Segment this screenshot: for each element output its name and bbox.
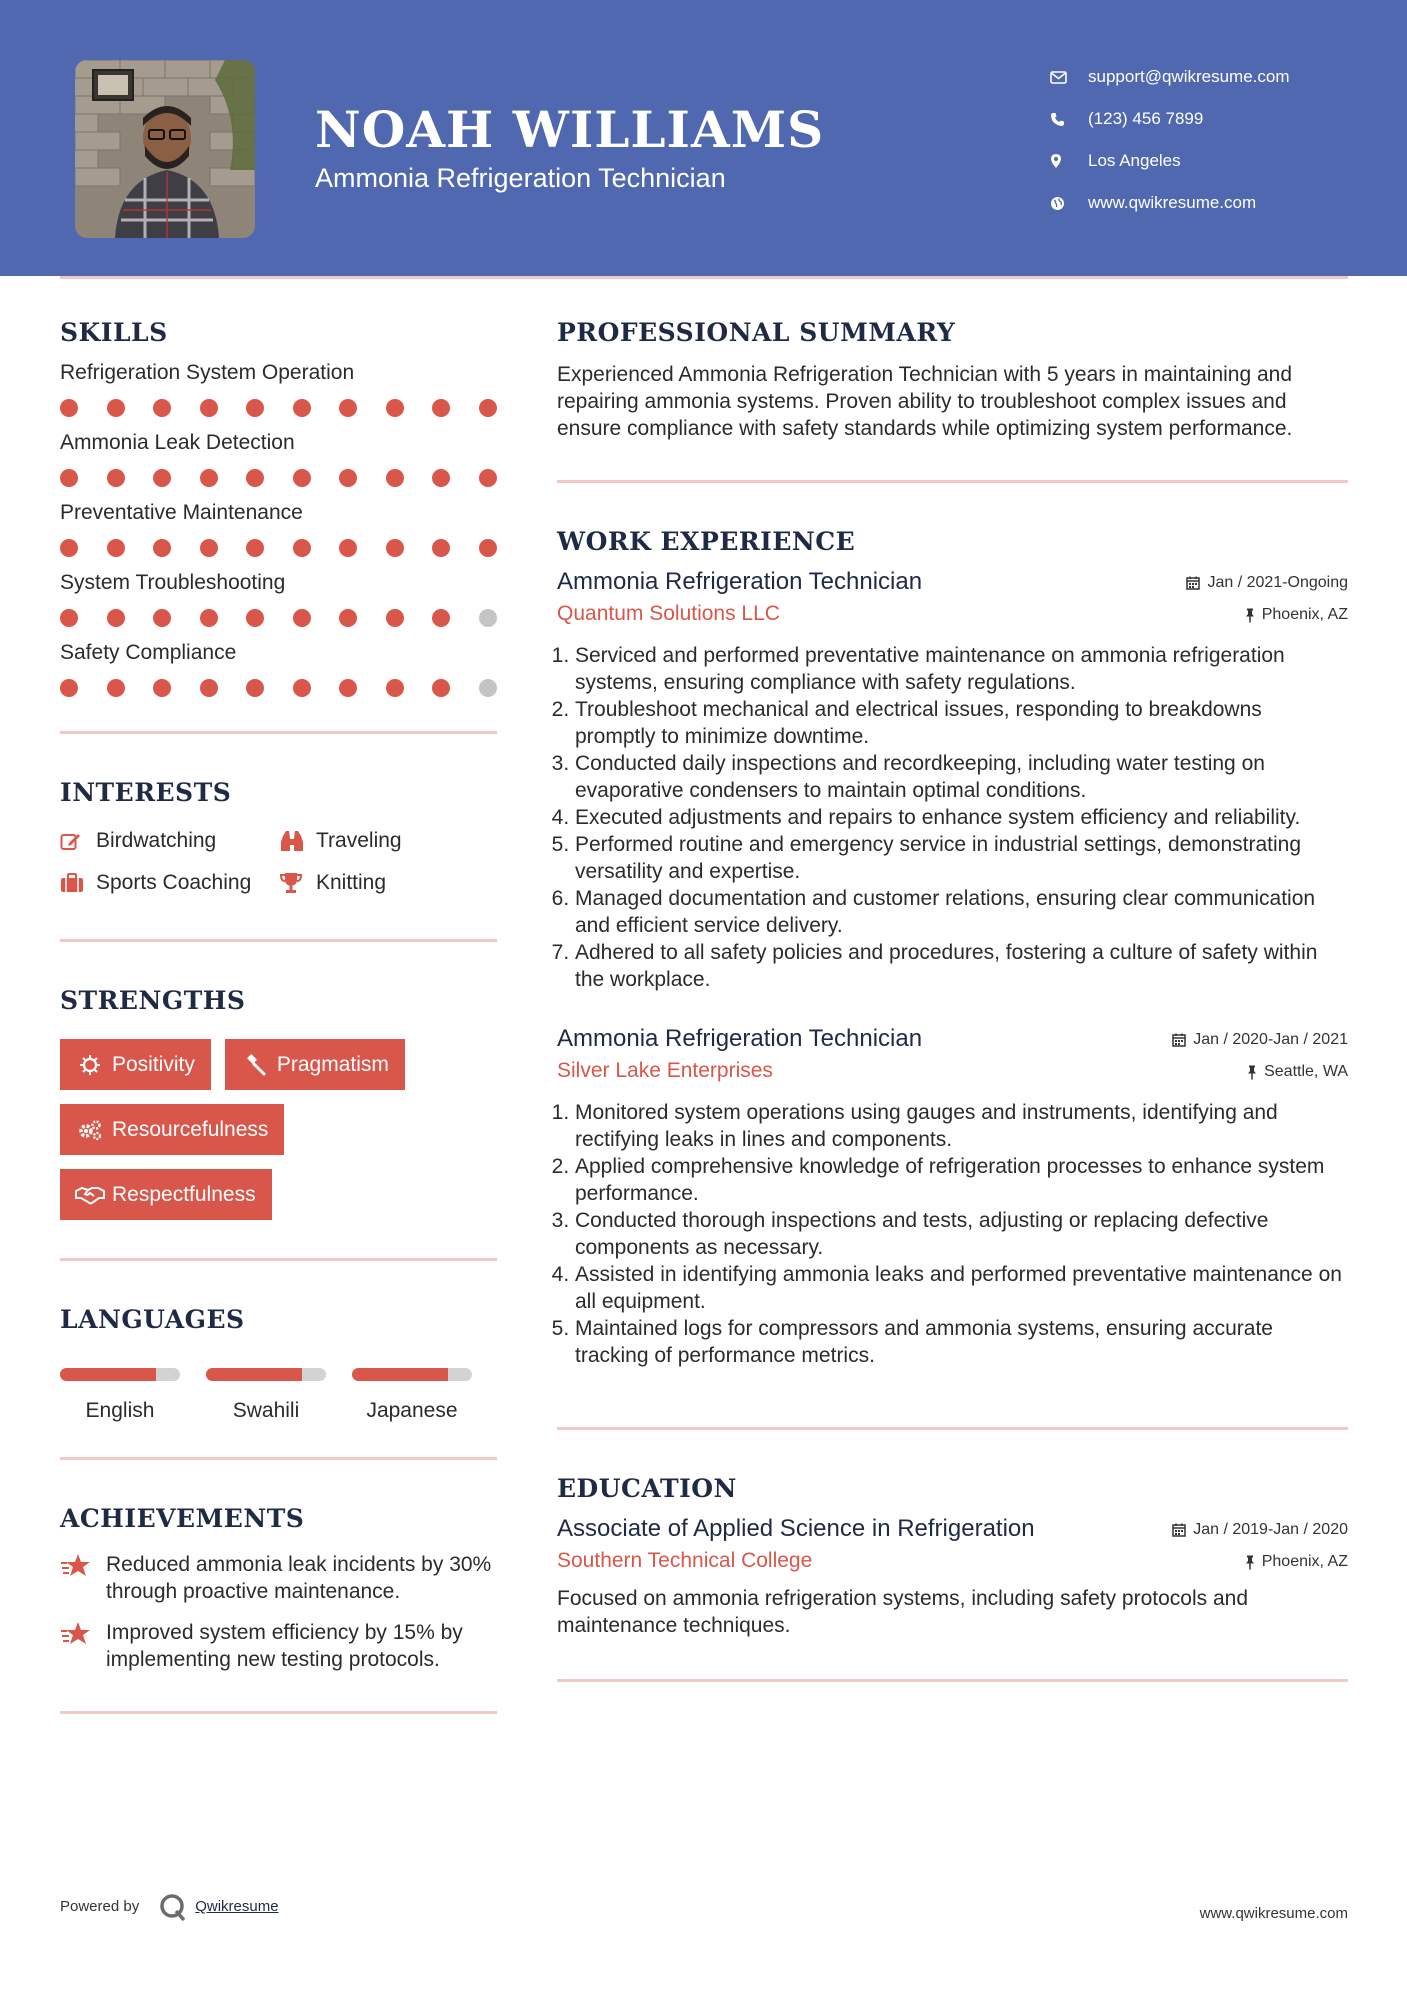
skill-dot-filled: [479, 469, 497, 487]
job-dates: [1186, 574, 1348, 592]
job-header: [557, 1025, 1348, 1053]
skill-dot-filled: [339, 539, 357, 557]
strengths-title: STRENGTHS: [60, 986, 246, 1015]
language-item: [352, 1368, 472, 1423]
pushpin-icon: [1247, 1065, 1257, 1080]
skill-name: Preventative Maintenance: [60, 501, 303, 524]
binoculars-icon: [280, 830, 316, 852]
job-title: Ammonia Refrigeration Technician: [557, 568, 923, 595]
strength-label: Pragmatism: [276, 1052, 389, 1076]
strength-tag: [60, 1169, 272, 1220]
skill-dot-filled: [200, 609, 218, 627]
language-name: English: [85, 1399, 155, 1422]
skill-dot-filled: [60, 539, 78, 557]
skills-list: [60, 361, 497, 697]
trophy-icon: [280, 872, 316, 894]
job-location: [1245, 606, 1348, 624]
contact-website[interactable]: [1050, 182, 1380, 224]
skill-name: Safety Compliance: [60, 641, 237, 664]
education-dates-text: Jan / 2019-Jan / 2020: [1193, 1521, 1348, 1538]
skill-dot-filled: [293, 469, 311, 487]
responsibility-item: 4. Executed adjustments and repairs to enhance system efficiency and reliability.: [575, 804, 1348, 831]
envelope-icon: [1050, 71, 1088, 84]
skill-dot-filled: [339, 469, 357, 487]
language-item: [60, 1368, 180, 1423]
summary-section: [557, 318, 1348, 442]
section-divider: [60, 731, 497, 734]
summary-title: PROFESSIONAL SUMMARY: [557, 318, 956, 347]
interests-title: INTERESTS: [60, 778, 232, 807]
star-award-icon: [60, 1619, 106, 1673]
job-location: [1247, 1063, 1348, 1081]
interest-label: Birdwatching: [96, 829, 217, 852]
job-location-text: Seattle, WA: [1264, 1063, 1348, 1080]
education-title: EDUCATION: [557, 1474, 737, 1503]
resume-header: [0, 0, 1407, 276]
avatar-image: [75, 60, 255, 238]
summary-text: Experienced Ammonia Refrigeration Technician with 5 years in maintaining and repairing ammonia systems. Proven ability to troubleshoot complex issues and ensure compliance with safety standards while optimizing system performance.: [557, 363, 1293, 440]
responsibility-item: 6. Managed documentation and customer relations, ensuring clear communication and efficient service delivery.: [575, 885, 1348, 939]
skill-dot-filled: [60, 679, 78, 697]
languages-title: LANGUAGES: [60, 1305, 245, 1334]
language-level-fill: [60, 1368, 156, 1381]
skill-dot-filled: [479, 539, 497, 557]
languages-section: [60, 1305, 497, 1423]
skill-dot-filled: [293, 399, 311, 417]
skill-dot-filled: [432, 539, 450, 557]
briefcase-icon: [60, 873, 96, 893]
skill-dot-filled: [60, 469, 78, 487]
experience-section: [557, 527, 1348, 1369]
interest-label: Traveling: [316, 829, 402, 852]
skill-dot-filled: [107, 609, 125, 627]
qwikresume-logo-icon: [158, 1892, 188, 1926]
footer-website[interactable]: www.qwikresume.com: [1199, 1905, 1348, 1922]
globe-icon: [1050, 196, 1088, 211]
skills-section: [60, 318, 497, 697]
education-location-text: Phoenix, AZ: [1261, 1553, 1348, 1570]
contact-email[interactable]: [1050, 56, 1380, 98]
section-divider: [60, 1711, 497, 1714]
skill-name: Refrigeration System Operation: [60, 361, 355, 384]
skill-dot-filled: [293, 539, 311, 557]
interest-label: Sports Coaching: [96, 871, 252, 894]
contact-location: [1050, 140, 1380, 182]
strength-tag: [60, 1104, 284, 1155]
job-dates-text: Jan / 2021-Ongoing: [1207, 574, 1348, 591]
skill-name: System Troubleshooting: [60, 571, 286, 594]
strength-label: Respectfulness: [112, 1182, 256, 1206]
cogs-icon: [72, 1119, 108, 1141]
job-dates-text: Jan / 2020-Jan / 2021: [1193, 1031, 1348, 1048]
skill-dot-filled: [432, 679, 450, 697]
skill-dot-filled: [246, 679, 264, 697]
strengths-list: [60, 1039, 497, 1220]
skill-dot-filled: [432, 609, 450, 627]
skill-dot-filled: [60, 609, 78, 627]
calendar-icon: [1172, 1523, 1186, 1537]
responsibility-item: 2. Applied comprehensive knowledge of refrigeration processes to enhance system performance.: [575, 1153, 1348, 1207]
skill-dot-filled: [107, 679, 125, 697]
skill-dot-filled: [107, 399, 125, 417]
skill-dot-filled: [153, 539, 171, 557]
interest-item: [60, 829, 280, 853]
skill-dot-filled: [60, 399, 78, 417]
interest-item: [280, 829, 497, 853]
achievements-section: [60, 1504, 497, 1673]
language-level-bar: [60, 1368, 180, 1381]
interests-list: [60, 829, 497, 895]
map-pin-icon: [1050, 153, 1088, 169]
responsibility-item: 2. Troubleshoot mechanical and electrical issues, responding to breakdowns promptly to minimize downtime.: [575, 696, 1348, 750]
strength-tag: [60, 1039, 211, 1090]
skills-title: SKILLS: [60, 318, 168, 347]
interests-section: [60, 778, 497, 895]
star-award-icon: [60, 1551, 106, 1605]
job-dates: [1172, 1031, 1348, 1049]
skill-rating: [60, 539, 497, 557]
skill-dot-filled: [200, 399, 218, 417]
skill-dot-filled: [293, 609, 311, 627]
skill-dot-filled: [386, 609, 404, 627]
section-divider: [557, 1679, 1348, 1682]
language-item: [206, 1368, 326, 1423]
skill-dot-filled: [153, 469, 171, 487]
skill-dot-filled: [246, 469, 264, 487]
skill-dot-filled: [386, 399, 404, 417]
contact-list: [1050, 56, 1380, 224]
qwikresume-brand-link[interactable]: Qwikresume: [195, 1898, 279, 1915]
job-entry: [557, 568, 1348, 993]
section-divider: [60, 1457, 497, 1460]
skill-dot-empty: [479, 609, 497, 627]
language-level-bar: [206, 1368, 326, 1381]
degree-title: Associate of Applied Science in Refrigeration: [557, 1515, 1035, 1542]
responsibility-item: 7. Adhered to all safety policies and procedures, fostering a culture of safety within the workplace.: [575, 939, 1348, 993]
section-divider: [557, 480, 1348, 483]
skill-rating: [60, 679, 497, 697]
school-name: Southern Technical College: [557, 1549, 813, 1572]
calendar-icon: [1172, 1033, 1186, 1047]
skill-dot-filled: [339, 679, 357, 697]
skill-dot-filled: [200, 469, 218, 487]
job-subheader: [557, 602, 1348, 626]
calendar-icon: [1186, 576, 1200, 590]
responsibility-item: 3. Conducted daily inspections and recordkeeping, including water testing on evaporative condensers to maintain optimal conditions.: [575, 750, 1348, 804]
achievements-title: ACHIEVEMENTS: [60, 1504, 305, 1533]
section-divider: [557, 1427, 1348, 1430]
phone-icon: [1050, 112, 1088, 127]
pushpin-icon: [1245, 1555, 1255, 1570]
interest-label: Knitting: [316, 871, 387, 894]
skill-dot-filled: [107, 539, 125, 557]
header-divider: [60, 276, 1348, 279]
job-entry: [557, 1025, 1348, 1369]
education-section: [557, 1474, 1348, 1639]
footer-powered-by: [60, 1898, 279, 1915]
skill-dot-filled: [153, 399, 171, 417]
interest-item: [280, 871, 497, 895]
skill-dot-filled: [432, 399, 450, 417]
achievement-item: [60, 1619, 497, 1673]
contact-email-text: support@qwikresume.com: [1088, 67, 1290, 86]
job-title: Ammonia Refrigeration Technician: [557, 1025, 923, 1052]
powered-by-label: Powered by: [60, 1898, 140, 1915]
achievement-text: Reduced ammonia leak incidents by 30% through proactive maintenance.: [106, 1553, 492, 1603]
skill-dot-filled: [246, 539, 264, 557]
achievement-text: Improved system efficiency by 15% by implementing new testing protocols.: [106, 1621, 463, 1671]
interest-item: [60, 871, 280, 895]
contact-phone[interactable]: [1050, 98, 1380, 140]
skill-rating: [60, 399, 497, 417]
section-divider: [60, 939, 497, 942]
skill-dot-filled: [153, 609, 171, 627]
language-level-bar: [352, 1368, 472, 1381]
profile-photo: [75, 60, 255, 238]
language-name: Japanese: [366, 1399, 458, 1422]
responsibility-list: [557, 642, 1348, 993]
job-location-text: Phoenix, AZ: [1261, 606, 1348, 623]
skill-rating: [60, 469, 497, 487]
pencil-square-icon: [60, 831, 96, 851]
contact-location-text: Los Angeles: [1088, 151, 1181, 170]
skill-dot-filled: [479, 399, 497, 417]
strength-tag: [225, 1039, 405, 1090]
strength-label: Positivity: [112, 1052, 195, 1076]
skill-dot-filled: [153, 679, 171, 697]
candidate-role: Ammonia Refrigeration Technician: [315, 163, 726, 193]
skill-dot-filled: [246, 399, 264, 417]
skill-rating: [60, 609, 497, 627]
contact-phone-text: (123) 456 7899: [1088, 109, 1204, 128]
skill-dot-filled: [386, 679, 404, 697]
strength-label: Resourcefulness: [112, 1117, 269, 1141]
skill-name: Ammonia Leak Detection: [60, 431, 295, 454]
language-level-fill: [352, 1368, 448, 1381]
responsibility-item: 1. Serviced and performed preventative maintenance on ammonia refrigeration systems, ensuring compliance with safety regulations.: [575, 642, 1348, 696]
responsibility-item: 5. Performed routine and emergency service in industrial settings, demonstrating versatility and expertise.: [575, 831, 1348, 885]
handshake-icon: [72, 1185, 108, 1205]
languages-list: [60, 1368, 497, 1423]
responsibility-item: 1. Monitored system operations using gauges and instruments, identifying and rectifying leaks in lines and components.: [575, 1099, 1348, 1153]
education-description: Focused on ammonia refrigeration systems, including safety protocols and maintenance techniques.: [557, 1587, 1249, 1637]
company-name: Silver Lake Enterprises: [557, 1059, 773, 1082]
skill-dot-filled: [386, 469, 404, 487]
skill-dot-filled: [200, 679, 218, 697]
responsibility-item: 4. Assisted in identifying ammonia leaks and performed preventative maintenance on all equipment.: [575, 1261, 1348, 1315]
responsibility-item: 3. Conducted thorough inspections and tests, adjusting or replacing defective components as necessary.: [575, 1207, 1348, 1261]
section-divider: [60, 1258, 497, 1261]
education-subheader: [557, 1549, 1348, 1573]
experience-title: WORK EXPERIENCE: [557, 527, 856, 556]
right-column: [557, 318, 1348, 1682]
job-subheader: [557, 1059, 1348, 1083]
candidate-name: NOAH WILLIAMS: [315, 100, 825, 159]
skill-dot-filled: [246, 609, 264, 627]
skill-dot-filled: [200, 539, 218, 557]
skill-dot-filled: [339, 609, 357, 627]
skill-dot-filled: [432, 469, 450, 487]
education-dates: [1172, 1521, 1348, 1539]
skill-dot-filled: [107, 469, 125, 487]
education-location: [1245, 1553, 1348, 1571]
contact-website-text: www.qwikresume.com: [1088, 193, 1257, 212]
skill-dot-filled: [386, 539, 404, 557]
sun-icon: [72, 1054, 108, 1076]
left-column: [60, 318, 497, 1714]
achievement-item: [60, 1551, 497, 1605]
skill-dot-filled: [293, 679, 311, 697]
responsibility-item: 5. Maintained logs for compressors and ammonia systems, ensuring accurate tracking of performance metrics.: [575, 1315, 1348, 1369]
education-header: [557, 1515, 1348, 1543]
responsibility-list: [557, 1099, 1348, 1369]
gavel-icon: [237, 1054, 273, 1076]
language-name: Swahili: [232, 1399, 300, 1422]
language-level-fill: [206, 1368, 302, 1381]
company-name: Quantum Solutions LLC: [557, 602, 780, 625]
job-header: [557, 568, 1348, 596]
strengths-section: [60, 986, 497, 1220]
skill-dot-filled: [339, 399, 357, 417]
skill-dot-empty: [479, 679, 497, 697]
pushpin-icon: [1245, 608, 1255, 623]
